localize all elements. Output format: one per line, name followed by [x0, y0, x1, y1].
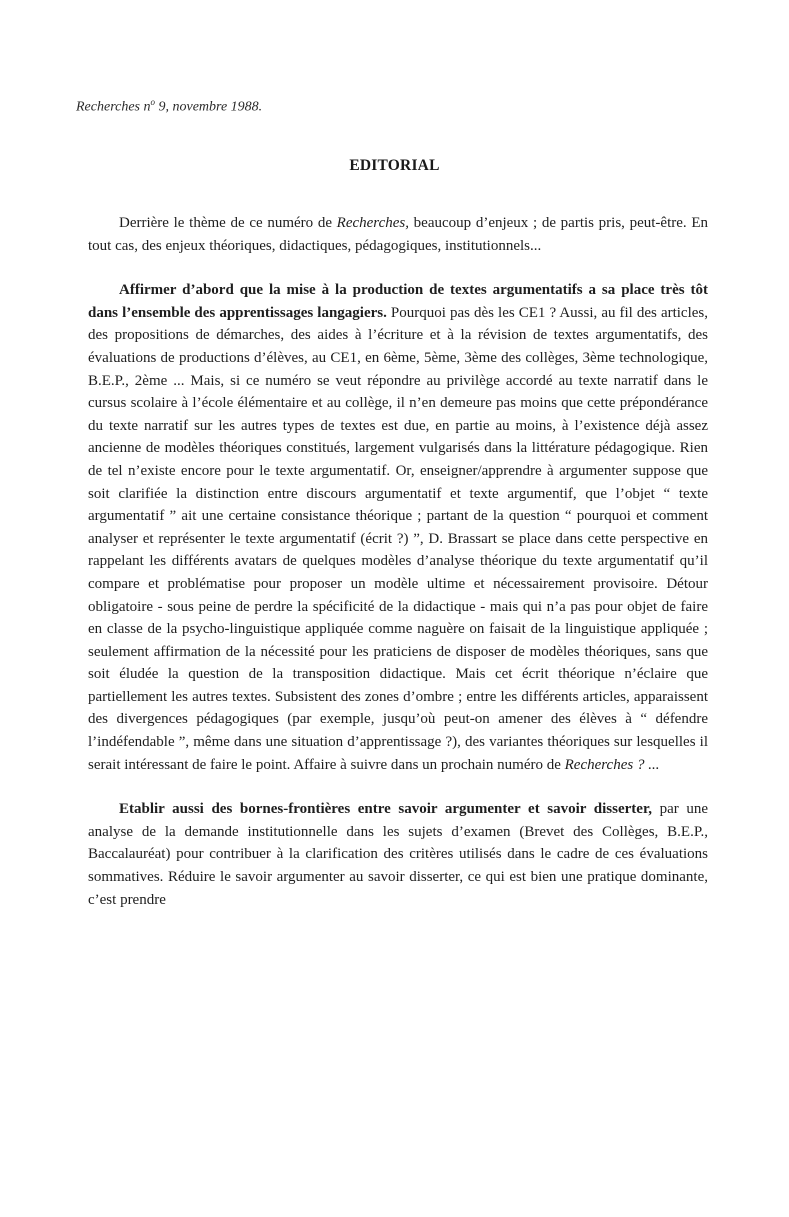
journal-name: Recherches n	[76, 99, 151, 115]
editorial-body	[88, 212, 708, 933]
paragraph-argumentation	[88, 279, 708, 776]
journal-header	[76, 97, 262, 116]
number-superscript: o	[150, 97, 155, 107]
issue-date: 9, novembre 1988.	[155, 99, 263, 115]
page-title: EDITORIAL	[349, 157, 440, 174]
paragraph-boundaries	[88, 798, 708, 911]
paragraph-intro	[88, 212, 708, 257]
paragraph-boundaries-text: par une analyse de la demande institutionnelle dans les sujets d’examen (Brevet des Collèges, B.E.P., Baccalauréat) pour contribuer à la clarification des critères utilisés dans le cadre de ces évaluations sommatives. Réduire le savoir argumenter au savoir disserter, ce qui est bien une pratique dominante, c’est prendre	[88, 801, 709, 908]
paragraph-argumentation-lead: Affirmer d’abord que la mise à la production de textes argumentatifs a sa place très tôt dans l’ensemble des apprentissages langagiers.	[88, 282, 708, 321]
intro-text-end: beaucoup d’enjeux ; de partis pris, peut-être. En tout cas, des enjeux théoriques, didactiques, pédagogiques, institutionnels...	[88, 215, 708, 254]
paragraph-argumentation-text: Pourquoi pas dès les CE1 ? Aussi, au fil des articles, des propositions de démarches, des aides à l’écriture et à la révision de textes argumentatifs, des évaluations de productions d’élèves, au CE1, en 6ème, 5ème, 3ème des collèges, 3ème technologique, B.E.P., 2ème ... Mais, si ce numéro se veut répondre au privilège accordé au texte narratif dans le cursus scolaire à l’école élémentaire et au collège, il n’en demeure pas moins que cette prépondérance du texte narratif sur les autres types de textes est due, en partie au moins, à l’existence déjà assez ancienne de modèles théoriques constitués, largement vulgarisés dans la littérature pédagogique. Rien de tel n’existe encore pour le texte argumentatif. Or, enseigner/apprendre à argumenter suppose que soit clarifiée la distinction entre discours argumentatif et texte argumentif, que l’objet “ texte argumentatif ” ait une certaine consistance théorique ; partant de la question “ pourquoi et comment analyser et représenter le texte argumentatif (écrit ?) ”, D. Brassart se place dans cette perspective en rappelant les différents avatars de quelques modèles d’analyse théorique du texte argumentatif qu’il compare et problématise pour proposer un modèle ultime et nécessairement provisoire. Détour obligatoire - sous peine de perdre la spécificité de la didactique - mais qui n’a pas pour objet de faire en classe de la psycho-linguistique appliquée comme naguère on faisait de la linguistique appliquée ; seulement affirmation de la nécessité pour les praticiens de disposer de modèles théoriques, sans que soit éludée la question de la transposition didactique. Mais cet écrit théorique n’éclaire que partiellement les autres textes. Subsistent des zones d’ombre ; entre les différents articles, apparaissent des divergences pédagogiques (par exemple, jusqu’où peut-on amener des élèves à “ défendre l’indéfendable ”, même dans une situation d’apprentissage ?), des variantes théoriques sur lesquelles il serait intéressant de faire le point. Affaire à suivre dans un prochain numéro de	[88, 304, 708, 773]
journal-italic: Recherches,	[336, 215, 409, 231]
paragraph-argumentation-italic-end: Recherches ? ...	[564, 756, 660, 773]
paragraph-boundaries-lead: Etablir aussi des bornes-frontières entre savoir argumenter et savoir disserter,	[119, 801, 652, 818]
intro-text-start: Derrière le thème de ce numéro de	[119, 215, 337, 231]
